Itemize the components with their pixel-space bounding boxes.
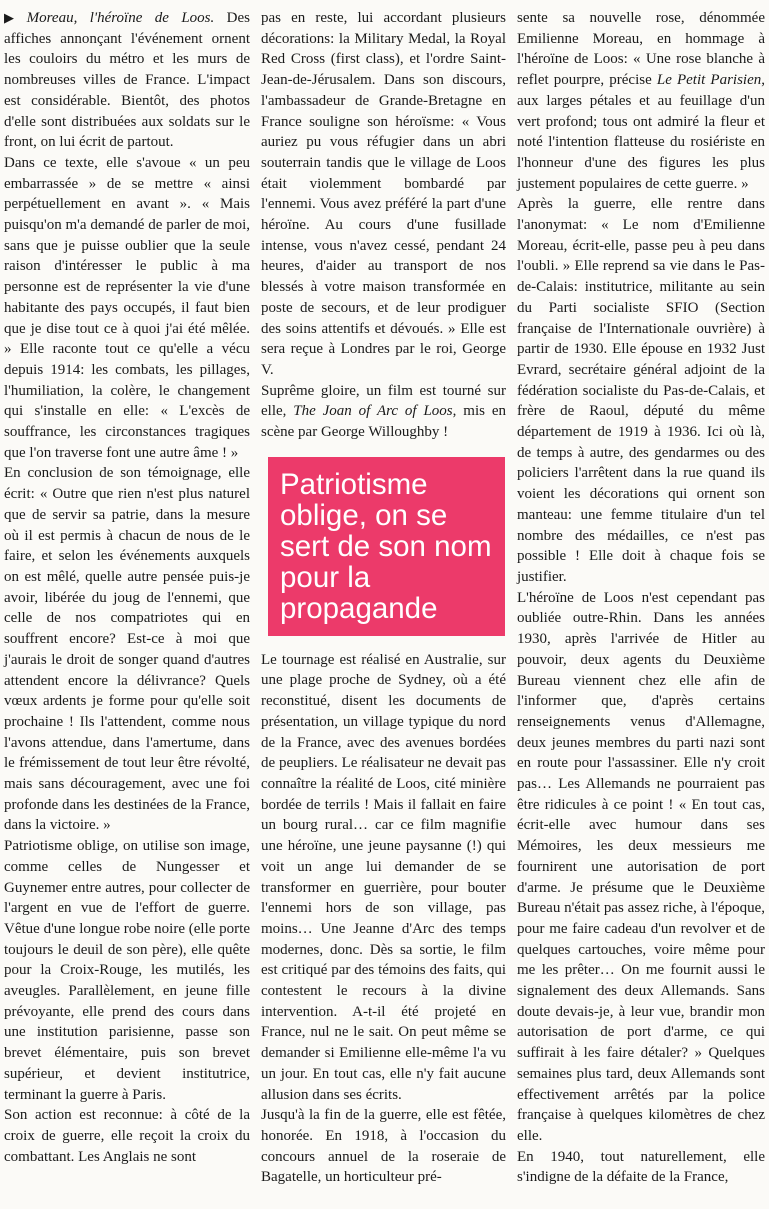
article-column-3 — [517, 8, 765, 1188]
film-title: The Joan of Arc of Loos — [293, 403, 453, 420]
paragraph: En 1940, tout naturellement, elle s'indigne de la défaite de la France, — [517, 1148, 765, 1186]
paragraph: Le tournage est réalisé en Australie, sur une plage proche de Sydney, où a été reconstitué, disent les documents de présentation, un village typique du nord de la France, avec des avenues bordées de peupliers. Le réalisateur ne devait pas connaître la réalité de Loos, cité minière bordée de terrils ! Mais il fallait en faire un bourg rural… car ce film magnifie une héroïne, une jeune paysanne (!) qui voit un ange lui demander de se transformer en guerrière, pour bouter l'ennemi hors de son village, pas moins… Une Jeanne d'Arc des temps modernes, donc. Dès sa sortie, le film est critiqué par des témoins des faits, qui contestent le recours à la divine intervention. A-t-il été projeté en France, nul ne le sait. On peut même se demander si Emilienne elle-même l'a vu un jour. En tout cas, elle n'y fait aucune allusion dans ses écrits. — [261, 651, 506, 1103]
paragraph: pas en reste, lui accordant plusieurs décorations: la Military Medal, la Royal Red Cross (first class), et l'ordre Saint-Jean-de-Jérusalem. Dans son discours, l'ambassadeur de Grande-Bretagne en France souligne son héroïsme: « Vous auriez pu vous réfugier dans un abri souterrain tandis que le village de Loos était violemment bombardé par l'ennemi. Vous avez préféré la part d'une héroïne. Au cours d'une fusillade intense, vous n'avez cessé, pendant 24 heures, d'aider au transport de nos blessés à votre maison transformée en poste de secours, et de leur prodiguer des soins attentifs et dévoués. » Elle est sera reçue à Londres par le roi, George V. — [261, 10, 506, 378]
paragraph: L'héroïne de Loos n'est cependant pas oubliée outre-Rhin. Dans les années 1930, après l'arrivée de Hitler au pouvoir, deux agents du Deuxième Bureau viennent chez elle afin de l'informer que, d'après certains renseignements venus d'Allemagne, deux jeunes membres du parti nazi sont en route pour l'assassiner. Elle n'y croit pas… Les Allemands ne pourraient pas être ridicules à ce point ! « En tout cas, écrit-elle avec humour dans ses Mémoires, les deux messieurs me fournirent une autorisation de port d'arme. Je présume que le Deuxième Bureau n'était pas assez riche, à l'époque, pour me faire cadeau d'un revolver et de quelques cartouches, voire même pour me les prêter… On me fournit aussi le signalement des deux Allemands. Sans doute devais-je, à leur vue, brandir mon autorisation de port d'arme, ce qui suffirait à les faire détaler? » Quelques semaines plus tard, deux Allemands sont effectivement arrêtés par la police française à quelques kilomètres de chez elle. — [517, 589, 765, 1144]
arrow-bullet-icon: ▶ — [4, 10, 23, 25]
paragraph: sente sa nouvelle rose, dénommée Emilienne Moreau, en hommage à l'héroïne de Loos: « Une rose blanche à reflet pourpre, précise Le Petit Parisien, aux larges pétales et au feuillage d'un vert profond; tous ont admiré la fleur et noté l'intention flatteuse du rosiériste en l'honneur d'une des figures les plus justement populaires de cette guerre. » — [517, 10, 765, 192]
paragraph: Dans ce texte, elle s'avoue « un peu embarrassée » de se mettre « ainsi perpétuellement en avant ». « Mais puisqu'on m'a demandé de parler de moi, sans que je puisse oublier que la seule raison d'intéresser le public à ma personne est de représenter la vie d'une habitante des pays occupés, il faut bien que je dise tout ce à quoi j'ai été mêlée. » Elle raconte tout ce qu'elle a vécu depuis 1914: les combats, les pillages, l'humiliation, la colère, le changement qui s'installe en elle: « L'excès de souffrance, les circonstances tragiques que l'on traverse font une autre âme ! » — [4, 154, 250, 461]
paragraph: Patriotisme oblige, on utilise son image, comme celles de Nungesser et Guynemer entre autres, pour collecter de l'argent en vue de l'effort de guerre. Vêtue d'une longue robe noire (elle porte toujours le deuil de son père), elle quête pour la Croix-Rouge, les mutilés, les aveugles. Parallèlement, en jeune fille prévoyante, elle prend des cours dans une institution parisienne, passe son brevet élémentaire, puis son brevet supérieur, et devient institutrice, terminant la guerre à Paris. — [4, 838, 250, 1103]
paragraph: Après la guerre, elle rentre dans l'anonymat: « Le nom d'Emilienne Moreau, écrit-elle, passe peu à peu dans l'oubli. » Elle reprend sa vie dans le Pas-de-Calais: institutrice, militante au sein du Parti socialiste SFIO (Section française de l'Internationale ouvrière) à partir de 1930. Elle épouse en 1932 Just Evrard, secrétaire général adjoint de la fédération socialiste du Pas-de-Calais, et frère de Raoul, député du même département de 1919 à 1936. Ici où là, de temps à autre, des gendarmes ou des policiers l'arrêtent dans la rue quand ils voient les décorations qui ornent son manteau: une femme titulaire d'un tel nombre des médailles, ce n'est pas possible ! Elle doit à chaque fois se justifier. — [517, 196, 765, 585]
article-column-1 — [4, 8, 250, 1167]
newspaper-title: Le Petit Parisien — [656, 72, 762, 89]
paragraph: Son action est reconnue: à côté de la croix de guerre, elle reçoit la croix du combattant. Les Anglais ne sont — [4, 1107, 250, 1165]
lead-italic: Moreau, l'héroïne de Loos. — [26, 10, 215, 26]
pull-quote: Patriotisme oblige, on se sert de son nom pour la propagande — [268, 457, 505, 636]
paragraph: ▶ Moreau, l'héroïne de Loos. Des affiches annonçant l'événement ornent les couloirs du métro et les murs de nombreuses villes de France. L'impact est considérable. Bientôt, des photos d'elle sont distribuées aux soldats sur le front, on lui écrit de partout. — [4, 10, 251, 151]
article-column-2 — [261, 8, 506, 1188]
paragraph: Jusqu'à la fin de la guerre, elle est fêtée, honorée. En 1918, à l'occasion du concours annuel de la roseraie de Bagatelle, un horticulteur pré- — [261, 1107, 506, 1186]
paragraph: Suprême gloire, un film est tourné sur elle, The Joan of Arc of Loos, mis en scène par George Willoughby ! — [261, 382, 506, 441]
paragraph: En conclusion de son témoignage, elle écrit: « Outre que rien n'est plus naturel que de servir sa patrie, dans la mesure où il est permis à chacun de nous de le faire, et selon les événements auxquels on est mêlé, quelle autre pensée puis-je avoir, libérée du joug de l'ennemi, que celle de nos compatriotes qui en souffrent encore? Est-ce à moi que j'aurais le droit de songer quand d'autres attendent encore la délivrance? Quels vœux ardents je forme pour qu'elle soit prochaine ! Ils l'attendent, comme nous l'avons attendue, dans l'amertume, dans le frémissement de tout leur être révolté, mais sans découragement, avec une foi profonde dans les destinées de la France, dans la victoire. » — [4, 465, 250, 834]
